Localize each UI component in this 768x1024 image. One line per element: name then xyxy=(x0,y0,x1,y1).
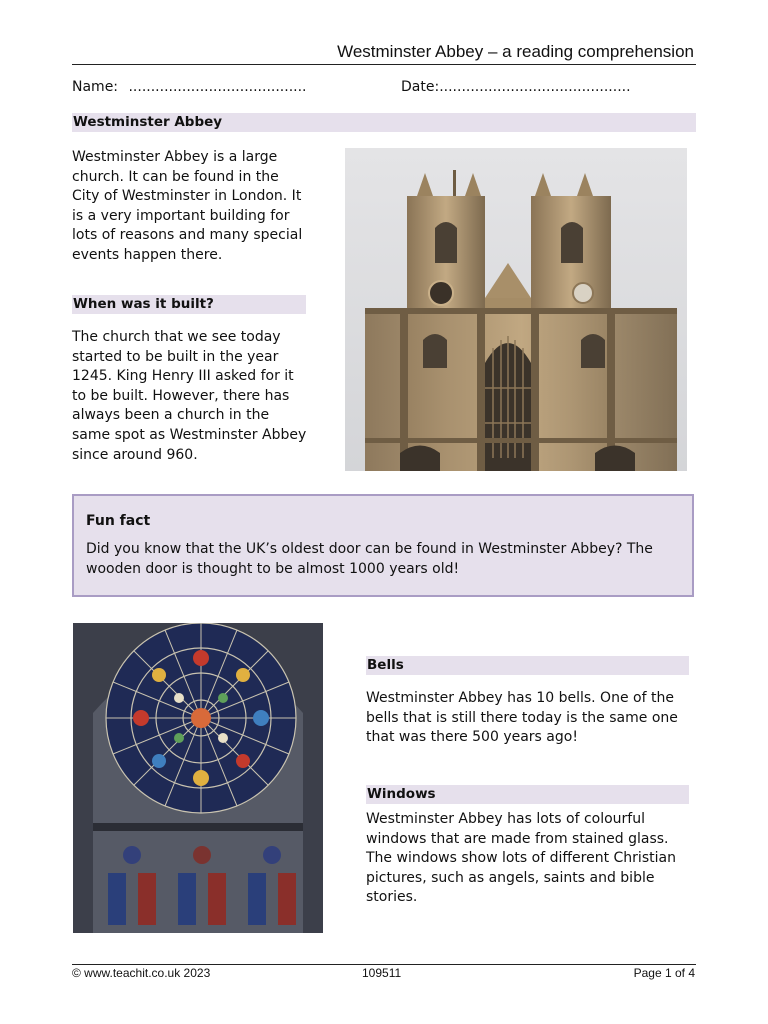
date-label: Date: xyxy=(401,79,440,95)
footer-page-number: Page 1 of 4 xyxy=(633,966,695,980)
name-field[interactable] xyxy=(72,79,307,95)
section-heading-when-built: When was it built? xyxy=(72,295,306,314)
name-label: Name: xyxy=(72,79,119,95)
intro-paragraph: Westminster Abbey is a large church. It can be found in the City of Westminster in London. It is a very important building for lots of reasons and many special events happen there. xyxy=(72,149,303,263)
footer-copyright: © www.teachit.co.uk 2023 xyxy=(72,966,211,980)
section-heading-windows: Windows xyxy=(366,785,689,804)
date-dots: ........................................... xyxy=(439,79,631,95)
page-title: Westminster Abbey – a reading comprehension xyxy=(337,42,694,61)
date-field[interactable] xyxy=(401,79,631,95)
section-heading-westminster-abbey: Westminster Abbey xyxy=(72,113,696,132)
abbey-facade-image xyxy=(345,148,687,471)
name-dots: ........................................ xyxy=(128,79,307,95)
windows-paragraph: Westminster Abbey has lots of colourful windows that are made from stained glass. The windows show lots of different Christian pictures, such as angels, saints and bible stories. xyxy=(366,811,676,906)
bells-paragraph: Westminster Abbey has 10 bells. One of the bells that is still there today is the same one that was there 500 years ago! xyxy=(366,690,678,746)
fun-fact-text: Did you know that the UK’s oldest door can be found in Westminster Abbey? The wooden door is thought to be almost 1000 years old! xyxy=(86,541,653,577)
footer-resource-code: 109511 xyxy=(362,966,402,980)
header-divider xyxy=(72,64,696,65)
fun-fact-title: Fun fact xyxy=(86,513,151,529)
section-heading-bells: Bells xyxy=(366,656,689,675)
built-paragraph: The church that we see today started to be built in the year 1245. King Henry III asked for it to be built. However, there has always been a church in the same spot as Westminster Abbey since around 960. xyxy=(72,329,307,463)
footer-divider xyxy=(72,964,696,965)
fun-fact-box xyxy=(72,494,694,597)
stained-glass-window-image xyxy=(73,623,323,933)
